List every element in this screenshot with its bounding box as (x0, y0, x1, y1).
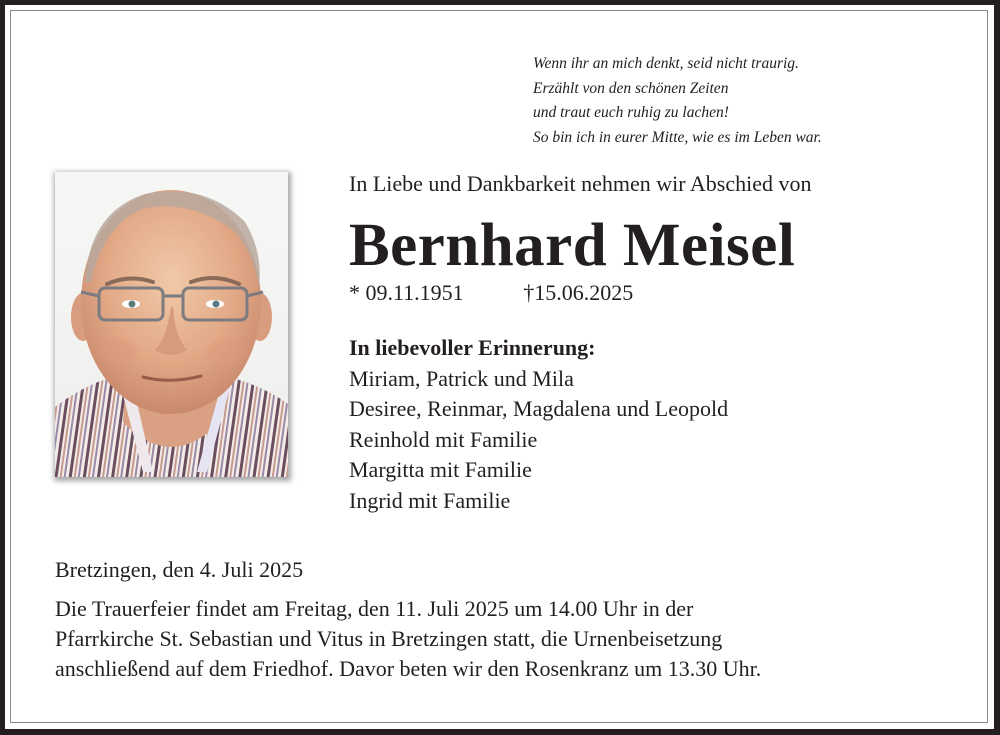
farewell-intro: In Liebe und Dankbarkeit nehmen wir Abschied von (349, 171, 812, 196)
portrait-illustration (55, 172, 288, 477)
service-line: Die Trauerfeier findet am Freitag, den 11. Juli 2025 um 14.00 Uhr in der (55, 596, 694, 621)
portrait-photo (55, 172, 288, 477)
poem-line: Wenn ihr an mich denkt, seid nicht traurig. (533, 55, 799, 72)
poem-line: Erzählt von den schönen Zeiten (533, 79, 729, 97)
mourner-line: Desiree, Reinmar, Magdalena und Leopold (349, 396, 729, 421)
birth-date: * 09.11.1951 (349, 280, 464, 305)
mourner-line: Ingrid mit Familie (349, 487, 511, 513)
poem-line: So bin ich in eurer Mitte, wie es im Leben war. (533, 128, 822, 146)
mourners-heading: In liebevoller Erinnerung: (349, 335, 596, 360)
deceased-name: Bernhard Meisel (349, 212, 796, 279)
poem-line: und traut euch ruhig zu lachen! (533, 104, 729, 121)
poem (533, 52, 822, 150)
service-line: anschließend auf dem Friedhof. Davor beten wir den Rosenkranz um 13.30 Uhr. (55, 656, 762, 681)
mourner-line: Reinhold mit Familie (349, 426, 538, 452)
mourner-line: Margitta mit Familie (349, 457, 532, 482)
death-date: †15.06.2025 (523, 280, 634, 305)
place-and-date: Bretzingen, den 4. Juli 2025 (55, 557, 304, 582)
mourners-section (349, 333, 728, 516)
funeral-service-info (55, 594, 955, 684)
service-line: Pfarrkirche St. Sebastian und Vitus in Bretzingen statt, die Urnenbeisetzung (55, 626, 723, 651)
mourner-line: Miriam, Patrick und Mila (349, 365, 574, 391)
life-dates (349, 279, 633, 307)
